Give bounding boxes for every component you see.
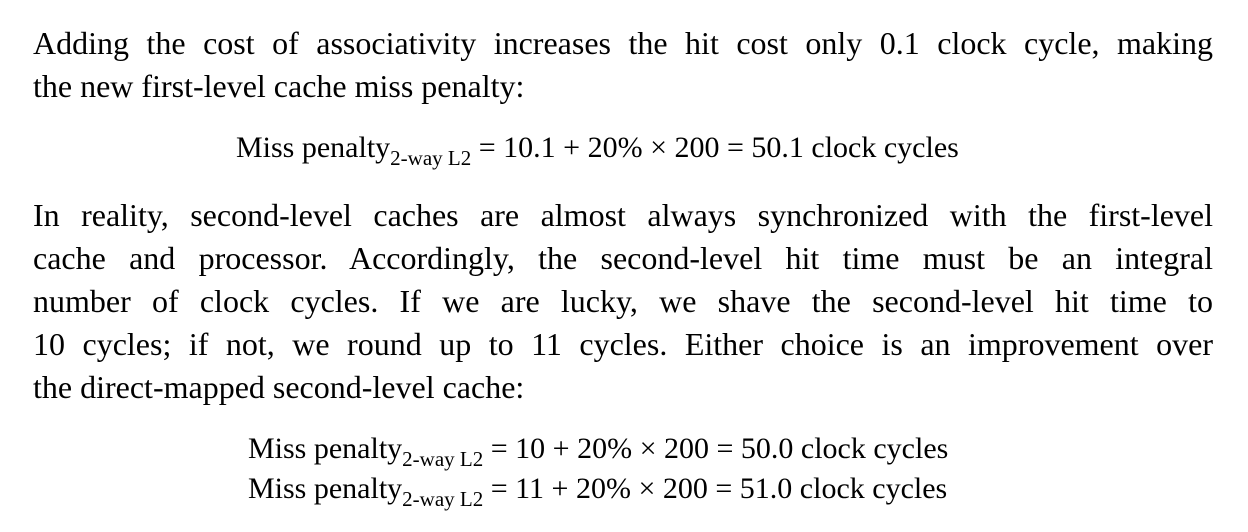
paragraph-line: the direct-mapped second-level cache: [33,369,525,405]
equation-label: Miss penalty [248,472,403,505]
paragraph-line: In reality, second-level caches are almost always synchronized with the first-level [33,197,1213,233]
equation-rhs: = 11 + 20% × 200 = 51.0 clock cycles [490,472,948,505]
equation-rhs: = 10.1 + 20% × 200 = 50.1 clock cycles [478,131,959,164]
paragraph-line: 10 cycles; if not, we round up to 11 cycles. Either choice is an improvement over [33,326,1213,362]
equation-label: Miss penalty [248,432,403,465]
paragraph-line: number of clock cycles. If we are lucky, we shave the second-level hit time to [33,283,1213,319]
equation-subscript: 2-way L2 [402,487,484,511]
equation-rhs: = 10 + 20% × 200 = 50.0 clock cycles [490,432,949,465]
paragraph-associativity-cost [33,22,1213,108]
equation-subscript: 2-way L2 [390,146,472,170]
paragraph-line: cache and processor. Accordingly, the second-level hit time must be an integral [33,240,1213,276]
equation-miss-penalty-1 [236,128,959,170]
paragraph-line: the new first-level cache miss penalty: [33,68,525,104]
equation-label: Miss penalty [236,131,391,164]
equation-miss-penalty-3 [248,469,947,511]
paragraph-line: Adding the cost of associativity increases the hit cost only 0.1 clock cycle, making [33,25,1213,61]
equation-miss-penalty-2 [248,429,948,471]
equation-subscript: 2-way L2 [402,447,484,471]
paragraph-synchronized-caches [33,194,1213,409]
